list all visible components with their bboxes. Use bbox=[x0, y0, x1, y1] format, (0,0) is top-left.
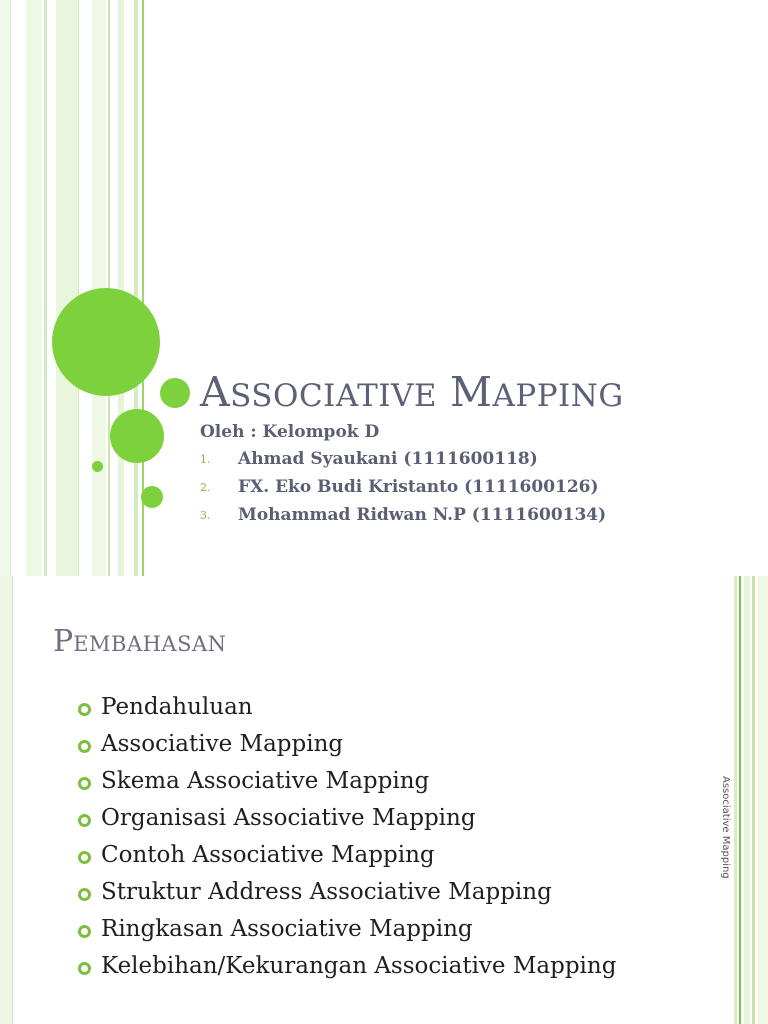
decorative-circle-tiny bbox=[92, 461, 103, 472]
topic-text: Ringkasan Associative Mapping bbox=[101, 916, 473, 942]
topic-text: Associative Mapping bbox=[101, 731, 344, 757]
agenda-slide bbox=[0, 576, 768, 1024]
member-text: FX. Eko Budi Kristanto (1111600126) bbox=[238, 477, 599, 497]
decorative-circle-medium bbox=[160, 378, 190, 408]
vertical-footer-label: Associative Mapping bbox=[720, 776, 731, 879]
group-byline: Oleh : Kelompok D bbox=[200, 422, 380, 442]
circle-bullet-icon bbox=[78, 962, 91, 975]
member-number: 1. bbox=[200, 453, 211, 466]
member-text: Mohammad Ridwan N.P (1111600134) bbox=[238, 505, 607, 525]
decorative-left-line bbox=[12, 576, 13, 1024]
circle-bullet-icon bbox=[78, 925, 91, 938]
circle-bullet-icon bbox=[78, 814, 91, 827]
circle-bullet-icon bbox=[78, 740, 91, 753]
circle-bullet-icon bbox=[78, 851, 91, 864]
decorative-circle-mid bbox=[110, 409, 164, 463]
decorative-circle-small bbox=[141, 486, 163, 508]
circle-bullet-icon bbox=[78, 777, 91, 790]
topic-text: Pendahuluan bbox=[101, 694, 253, 720]
decorative-stripes bbox=[0, 0, 150, 576]
member-text: Ahmad Syaukani (1111600118) bbox=[238, 449, 538, 469]
decorative-left-bar bbox=[0, 576, 12, 1024]
topic-text: Contoh Associative Mapping bbox=[101, 842, 435, 868]
topic-text: Organisasi Associative Mapping bbox=[101, 805, 476, 831]
circle-bullet-icon bbox=[78, 888, 91, 901]
topic-text: Kelebihan/Kekurangan Associative Mapping bbox=[101, 953, 617, 979]
member-number: 2. bbox=[200, 481, 211, 494]
topic-text: Struktur Address Associative Mapping bbox=[101, 879, 552, 905]
decorative-right-stripes bbox=[734, 576, 768, 1024]
circle-bullet-icon bbox=[78, 703, 91, 716]
topic-text: Skema Associative Mapping bbox=[101, 768, 430, 794]
decorative-circle-large bbox=[52, 288, 160, 396]
agenda-title: PEMBAHASAN bbox=[53, 624, 227, 659]
member-number: 3. bbox=[200, 509, 211, 522]
slide-title: ASSOCIATIVE MAPPING bbox=[200, 368, 624, 416]
